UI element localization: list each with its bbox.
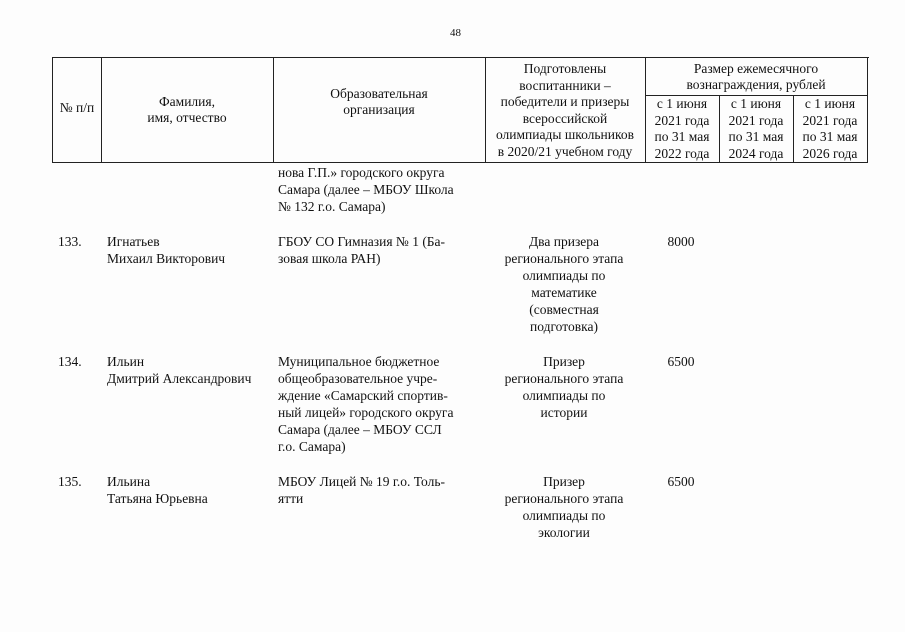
achievement: Призер регионального этапа олимпиады по экологии <box>504 474 624 540</box>
row-number: 135. <box>58 474 82 489</box>
header-prepared: Подготовлены воспитанники – победители и призеры всероссийской олимпиады школьников в 2020/21 учебном году <box>495 61 634 159</box>
continuation-org: нова Г.П.» городского округа Самара (далее – МБОУ Школа № 132 г.о. Самара) <box>278 165 454 214</box>
person-name: Ильин Дмитрий Александрович <box>107 354 252 386</box>
award-amount: 6500 <box>667 474 695 489</box>
header-fio: Фамилия, имя, отчество <box>147 94 227 125</box>
award-amount: 6500 <box>667 354 695 369</box>
col-divider <box>867 58 868 163</box>
table-header <box>52 57 869 163</box>
header-period-2026: с 1 июня 2021 года по 31 мая 2026 года <box>802 96 858 161</box>
organization: Муниципальное бюджетное общеобразовательное учре- ждение «Самарский спортив- ный лицей» городского округа Самара (далее – МБОУ ССЛ г.о. Самара) <box>278 354 454 454</box>
row-number: 133. <box>58 234 82 249</box>
organization: МБОУ Лицей № 19 г.о. Толь- ятти <box>278 474 445 506</box>
header-num: № п/п <box>59 100 95 115</box>
row-divider <box>53 162 867 163</box>
award-amount: 8000 <box>667 234 695 249</box>
row-number: 134. <box>58 354 82 369</box>
header-period-2024: с 1 июня 2021 года по 31 мая 2024 года <box>728 96 784 161</box>
person-name: Игнатьев Михаил Викторович <box>107 234 226 266</box>
person-name: Ильина Татьяна Юрьевна <box>107 474 208 506</box>
header-period-2022: с 1 июня 2021 года по 31 мая 2022 года <box>654 96 710 161</box>
header-org: Образовательная организация <box>330 86 428 117</box>
achievement: Призер регионального этапа олимпиады по истории <box>504 354 624 420</box>
organization: ГБОУ СО Гимназия № 1 (Ба- зовая школа РАН) <box>278 234 446 266</box>
achievement: Два призера регионального этапа олимпиады по математике (совместная подготовка) <box>504 234 624 334</box>
page-number: 48 <box>450 27 461 39</box>
header-award-title: Размер ежемесячного вознаграждения, рублей <box>686 61 826 92</box>
